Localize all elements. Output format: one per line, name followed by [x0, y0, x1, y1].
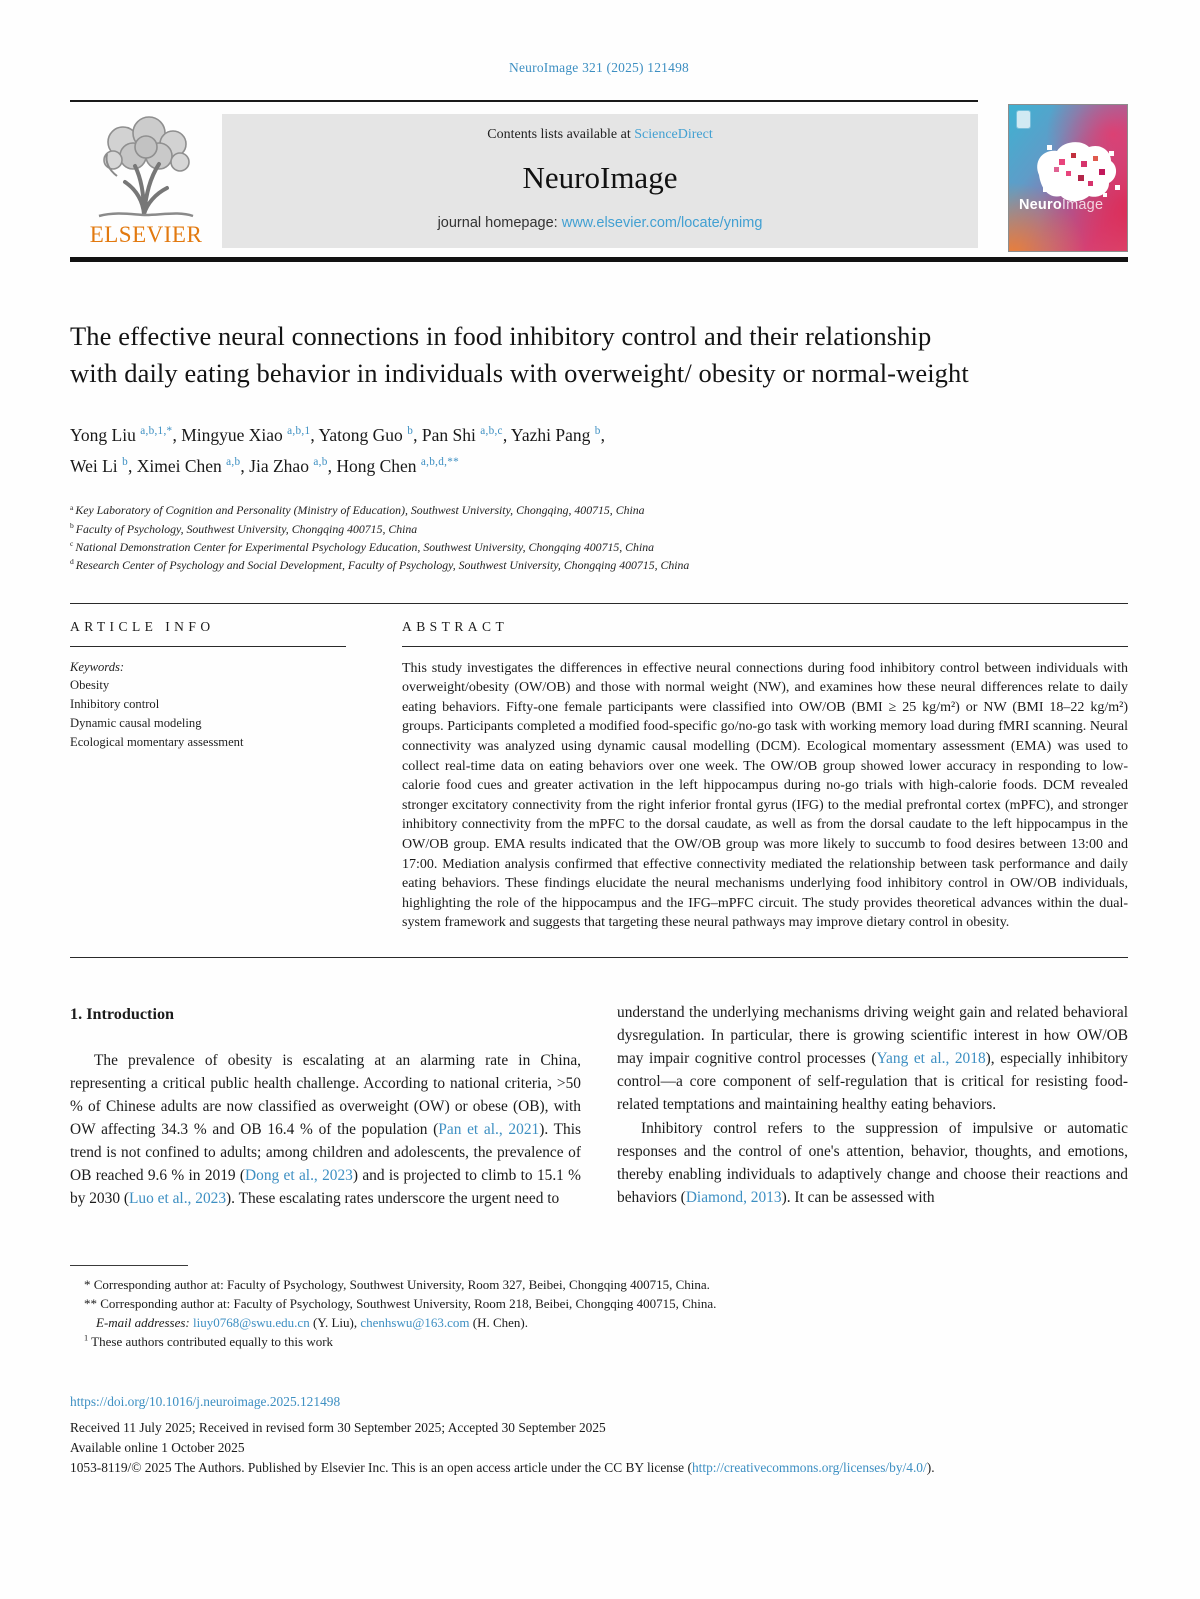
author-list [70, 420, 1128, 481]
abstract-heading: ABSTRACT [402, 604, 1128, 647]
affiliation-text: Faculty of Psychology, Southwest University, Chongqing 400715, China [75, 521, 418, 536]
cover-wordmark-light: Image [1061, 197, 1104, 213]
keyword-item: Obesity [70, 678, 110, 693]
available-online-line: Available online 1 October 2025 [70, 1439, 245, 1455]
contents-availability-line: Contents lists available at ScienceDirect [487, 127, 713, 142]
intro-paragraph-1-continued: understand the underlying mechanisms driving weight gain and related behavioral dysregulation. In particular, there is growing scientific interest in how OW/OB may impair cognitive control processes (Yang et al., 2018), especially inhibitory control—a core component of self-regulation that is critical for resisting food-related temptations and maintaining healthy eating behaviors. [617, 1003, 1128, 1113]
footnote-equal-contribution: $^1$ These authors contributed equally to this work [84, 1334, 334, 1350]
article-title: The effective neural connections in food inhibitory control and their relationship with daily eating behavior in individuals with overweight/ obesity or normal-weight [70, 321, 969, 389]
affiliation-text: National Demonstration Center for Experimental Psychology Education, Southwest University, Chongqing 400715, China [75, 540, 655, 554]
affiliation-a [70, 501, 1128, 519]
ref-link-yang-2018[interactable]: Yang et al., 2018 [876, 1049, 986, 1067]
ref-link-luo-2023[interactable]: Luo et al., 2023 [129, 1189, 227, 1207]
affiliation-marker: d [70, 557, 74, 567]
keyword-item: Ecological momentary assessment [70, 735, 244, 750]
masthead-banner-area [70, 100, 978, 248]
intro-paragraph-2: Inhibitory control refers to the suppression of impulsive or automatic responses and the control of one's attention, behavior, thoughts, and emotions, thereby enabling individuals to adaptively change and choose their reactions and behaviors (Diamond, 2013). It can be assessed with [617, 1119, 1128, 1206]
footnote-email-addresses: E-mail addresses: liuy0768@swu.edu.cn (Y. Liu), chenhswu@163.com (H. Chen). [96, 1315, 528, 1331]
article-footer [70, 1392, 1128, 1478]
email-link-liu[interactable]: liuy0768@swu.edu.cn [193, 1315, 310, 1331]
email-link-chen[interactable]: chenhswu@163.com [360, 1315, 470, 1331]
sciencedirect-link[interactable]: ScienceDirect [634, 127, 713, 142]
masthead [70, 100, 1128, 248]
abstract-text: This study investigates the differences in effective neural connections during food inhibitory control between individuals with overweight/obesity (OW/OB) and those with normal weight (NW), and examines how these neural differences relate to daily eating behaviors. Fifty-one female participants were classified into OW/OB (BMI ≥ 25 kg/m²) or NW (BMI 18–22 kg/m²) groups. Participants completed a modified food-specific go/no-go task with working memory load during fMRI scanning. Neural connectivity was analyzed using dynamic causal modelling (DCM). Ecological momentary assessment (EMA) was used to collect real-time data on eating behaviors over one week. The OW/OB group showed lower accuracy in responding to low-calorie food cues and greater activation in the left hippocampus during no-go trials with high-calorie foods. DCM revealed stronger excitatory connectivity from the right inferior frontal gyrus (IFG) to the medial prefrontal cortex (mPFC), and stronger inhibitory connectivity from the mPFC to the dorsal caudate, as well as from the dorsal caudate to the left hippocampus in the OW/OB group. EMA results indicated that the OW/OB group was more likely to succumb to food desires between 13:00 and 17:00. Mediation analysis confirmed that effective connectivity mediated the relationship between task performance and daily eating behaviors. These findings elucidate the neural mechanisms underlying food inhibitory control in OW/OB individuals, highlighting the role of the hippocampus and the IFG–mPFC circuit. The study provides theoretical advances within the dual-system framework and suggests that targeting these neural pathways may improve dietary control in obesity. [402, 660, 1128, 931]
affiliation-marker: b [70, 520, 74, 530]
intro-left-column [70, 1002, 581, 1211]
intro-right-column [617, 1002, 1128, 1211]
header-divider [70, 257, 1128, 262]
affiliation-d [70, 556, 1128, 574]
cover-wordmark-bold: Neuro [1019, 197, 1062, 213]
affiliation-marker: a [70, 502, 74, 512]
elsevier-logo [70, 114, 222, 248]
keyword-item: Dynamic causal modeling [70, 716, 202, 731]
doi-link[interactable]: https://doi.org/10.1016/j.neuroimage.2025.121498 [70, 1393, 341, 1409]
introduction-section [70, 1002, 1128, 1211]
journal-citation: NeuroImage 321 (2025) 121498 [509, 60, 689, 75]
author-line-1: Yong Liu $^{a,b,1,*}$, Mingyue Xiao $^{a,b,1}$, Yatong Guo $^b$, Pan Shi $^{a,b,c}$, Yazhi Pang $^b$, [70, 425, 605, 446]
issn-license-line: 1053-8119/© 2025 The Authors. Published by Elsevier Inc. This is an open access article under the CC BY license (http://creativecommons.org/licenses/by/4.0/). [70, 1459, 935, 1475]
affiliation-b [70, 520, 1128, 538]
ref-link-dong-2023[interactable]: Dong et al., 2023 [245, 1166, 353, 1184]
affiliation-text: Key Laboratory of Cognition and Personality (Ministry of Education), Southwest University, Chongqing, 400715, China [75, 503, 645, 518]
journal-homepage-line: journal homepage: www.elsevier.com/locate/ynimg [437, 215, 763, 231]
footnote-divider [70, 1265, 188, 1266]
received-dates-line: Received 11 July 2025; Received in revised form 30 September 2025; Accepted 30 September 2025 [70, 1419, 606, 1435]
elsevier-tree-icon [87, 116, 205, 220]
keywords-block [70, 647, 346, 752]
ref-link-diamond-2013[interactable]: Diamond, 2013 [685, 1188, 782, 1206]
footnote-corresponding-author-1: * Corresponding author at: Faculty of Psychology, Southwest University, Room 327, Beibei, Chongqing 400715, China. [84, 1276, 710, 1292]
elsevier-wordmark: ELSEVIER [89, 222, 203, 247]
keyword-item: Inhibitory control [70, 697, 160, 712]
ref-link-pan-2021[interactable]: Pan et al., 2021 [438, 1120, 540, 1138]
abstract-column [402, 604, 1128, 933]
homepage-link[interactable]: www.elsevier.com/locate/ynimg [561, 215, 763, 231]
journal-title: NeuroImage [522, 160, 678, 195]
article-info-abstract-section [70, 603, 1128, 958]
journal-banner [222, 114, 978, 248]
intro-paragraph-1: The prevalence of obesity is escalating at an alarming rate in China, representing a critical public health challenge. According to national criteria, >50 % of Chinese adults are now classified as overweight (OW) or obese (OB), with OW affecting 34.3 % and OB 16.4 % of the population (Pan et al., 2021). This trend is not confined to adults; among children and adolescents, the prevalence of OB reached 9.6 % in 2019 (Dong et al., 2023) and is projected to climb to 15.1 % by 2030 (Luo et al., 2023). These escalating rates underscore the urgent need to [70, 1052, 582, 1207]
section-heading-introduction: 1. Introduction [70, 1004, 175, 1023]
footnotes-block [70, 1265, 1128, 1352]
article-info-column [70, 604, 346, 933]
article-info-heading: ARTICLE INFO [70, 604, 346, 647]
affiliation-text: Research Center of Psychology and Social Development, Faculty of Psychology, Southwest University, Chongqing 400715, China [75, 558, 690, 573]
cc-license-link[interactable]: http://creativecommons.org/licenses/by/4.0/ [691, 1459, 927, 1475]
affiliation-c [70, 538, 1128, 556]
journal-cover-thumbnail [1008, 104, 1128, 252]
affiliations [70, 501, 1128, 574]
cover-wordmark [1019, 197, 1103, 213]
keywords-label: Keywords: [70, 659, 125, 674]
author-line-2: Wei Li $^b$, Ximei Chen $^{a,b}$, Jia Zhao $^{a,b}$, Hong Chen $^{a,b,d,**}$ [70, 455, 460, 476]
affiliation-marker: c [70, 539, 74, 549]
footnote-corresponding-author-2: ** Corresponding author at: Faculty of Psychology, Southwest University, Room 218, Beibei, Chongqing 400715, China. [84, 1295, 717, 1311]
